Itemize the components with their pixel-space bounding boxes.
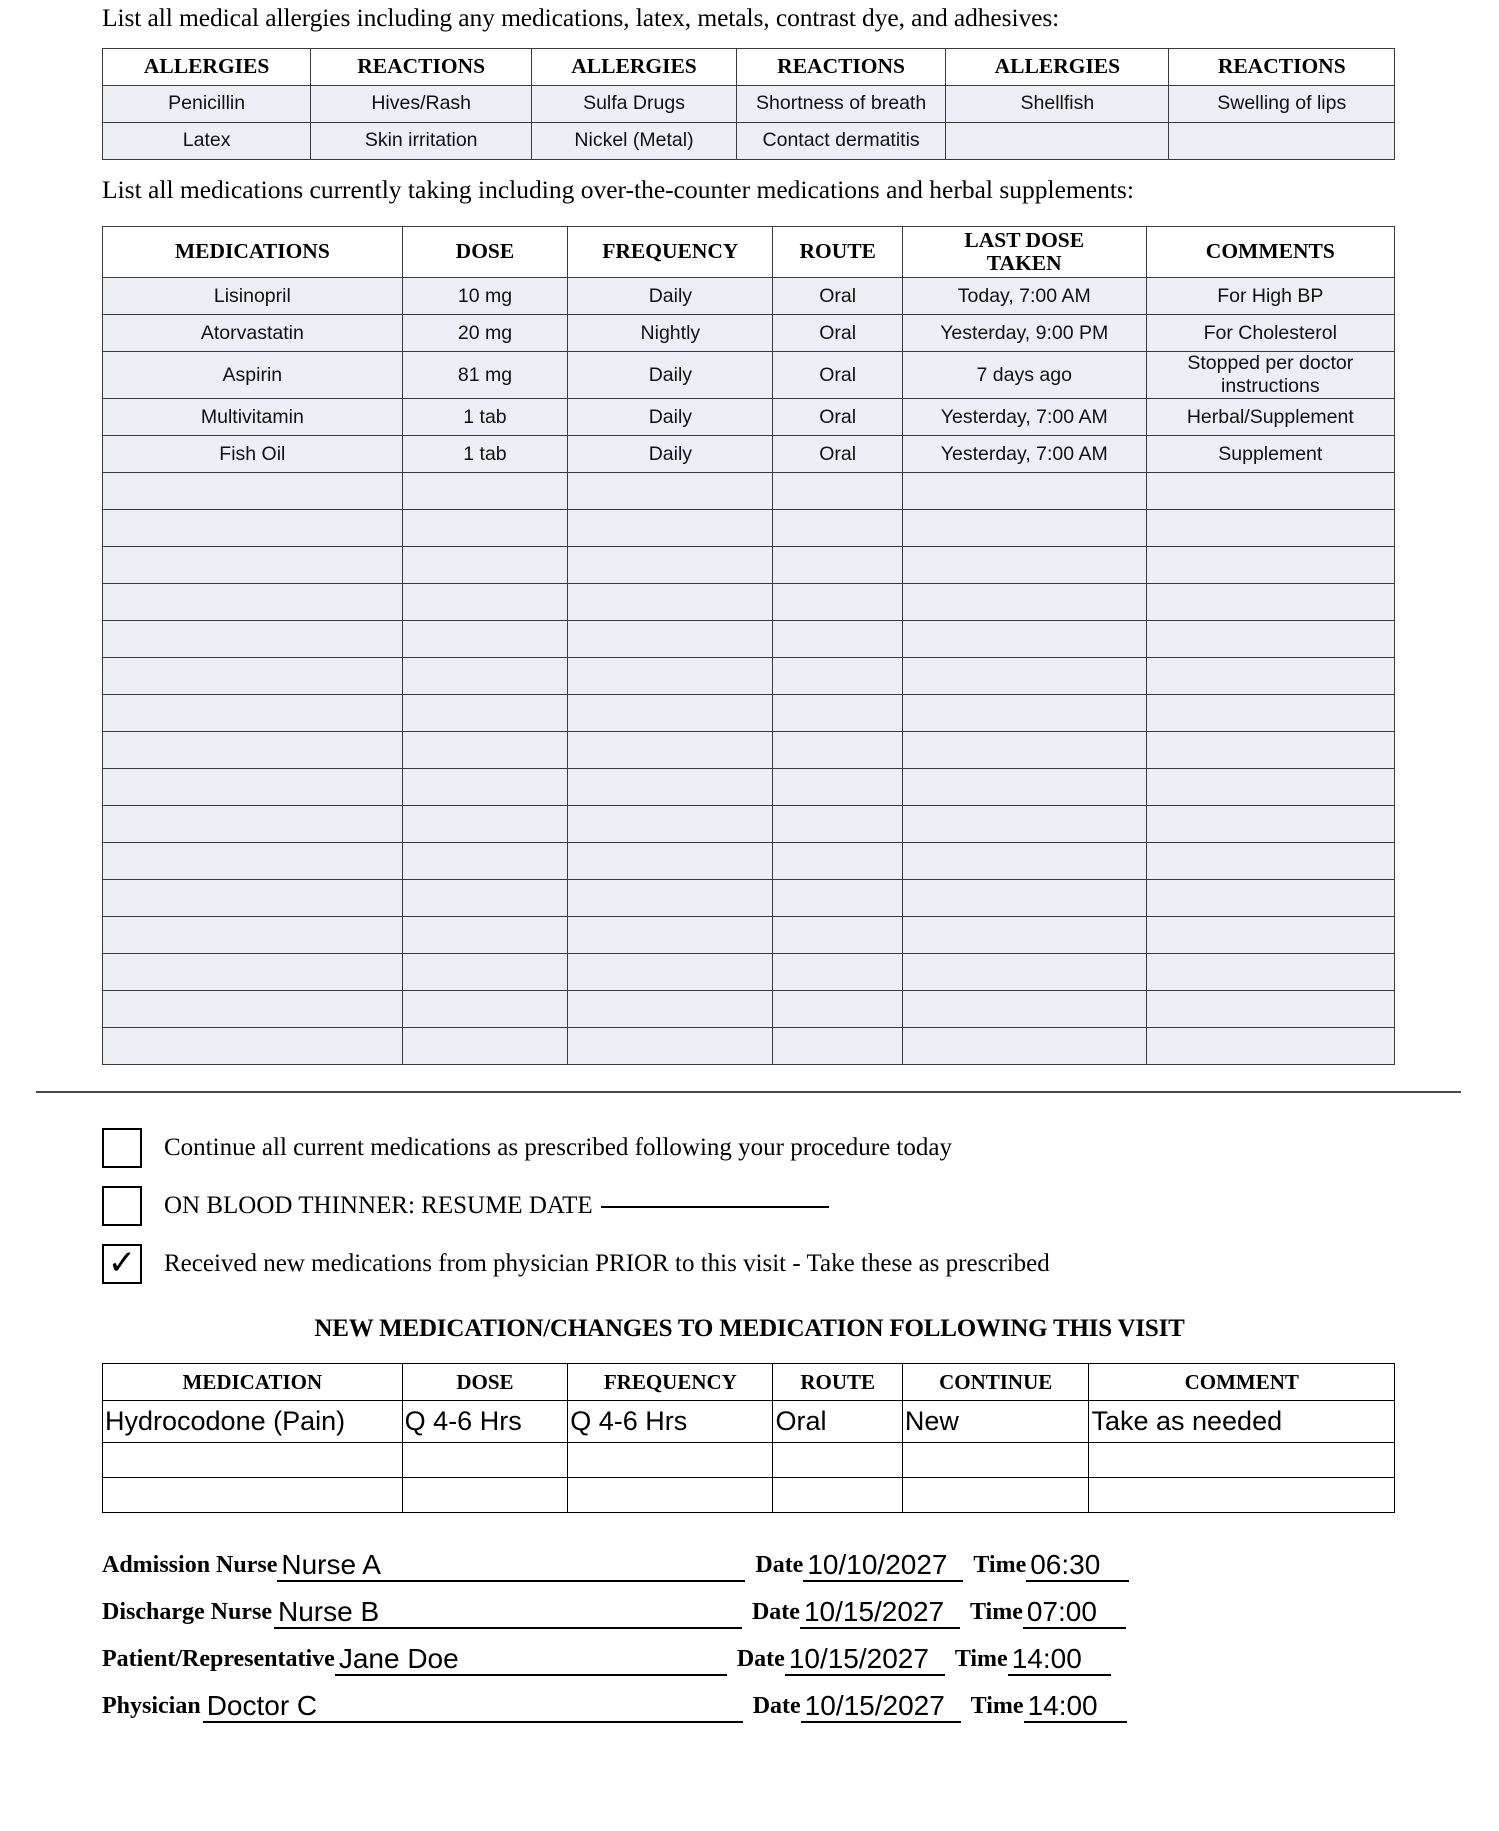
signature-role-label: Admission Nurse (102, 1552, 278, 1579)
blank-cell[interactable] (902, 880, 1146, 917)
dose-cell[interactable]: 1 tab (402, 436, 568, 473)
frequency-col-header: FREQUENCY (568, 227, 773, 278)
blank-cell[interactable] (902, 769, 1146, 806)
blank-cell[interactable] (902, 547, 1146, 584)
reaction-cell[interactable] (1169, 122, 1395, 159)
blank-cell[interactable] (1146, 1028, 1394, 1065)
blank-cell[interactable] (568, 1478, 773, 1513)
signature-name-field[interactable] (203, 1685, 743, 1723)
blank-cell[interactable] (773, 732, 902, 769)
time-field[interactable] (1024, 1685, 1127, 1723)
medication-cell[interactable]: Multivitamin (103, 399, 403, 436)
blank-cell[interactable] (773, 954, 902, 991)
blank-cell[interactable] (568, 991, 773, 1028)
blank-cell[interactable] (103, 769, 403, 806)
blank-cell[interactable] (402, 732, 568, 769)
time-label: Time (970, 1693, 1024, 1720)
table-row-blank (103, 1028, 1395, 1065)
blank-cell[interactable] (773, 806, 902, 843)
table-row (103, 352, 1395, 399)
route-cell[interactable]: Oral (773, 278, 902, 315)
allergy-cell[interactable]: Penicillin (103, 85, 311, 122)
table-row-blank (103, 658, 1395, 695)
signature-name-field[interactable] (274, 1591, 742, 1629)
blank-cell[interactable] (402, 695, 568, 732)
blank-cell[interactable] (103, 806, 403, 843)
time-field[interactable] (1026, 1544, 1129, 1582)
blank-cell[interactable] (1089, 1478, 1395, 1513)
comment-col-header: COMMENT (1089, 1364, 1395, 1401)
new-medication-header-row (103, 1364, 1395, 1401)
blank-cell[interactable] (902, 621, 1146, 658)
table-row-blank (103, 1443, 1395, 1478)
date-field[interactable] (785, 1638, 945, 1676)
blank-cell[interactable] (1146, 991, 1394, 1028)
route-col-header: ROUTE (773, 1364, 902, 1401)
last-dose-cell[interactable]: Yesterday, 9:00 PM (902, 315, 1146, 352)
blank-cell[interactable] (902, 1028, 1146, 1065)
blank-cell[interactable] (568, 473, 773, 510)
blank-cell[interactable] (568, 806, 773, 843)
new-medication-heading: NEW MEDICATION/CHANGES TO MEDICATION FOLLOWING THIS VISIT (314, 1315, 1185, 1343)
route-cell[interactable]: Oral (773, 436, 902, 473)
medication-cell[interactable]: Atorvastatin (103, 315, 403, 352)
table-row-blank (103, 954, 1395, 991)
frequency-cell[interactable]: Daily (568, 278, 773, 315)
comment-cell[interactable]: Herbal/Supplement (1146, 399, 1394, 436)
blank-cell[interactable] (902, 658, 1146, 695)
blank-cell[interactable] (402, 584, 568, 621)
new-medication-table (102, 1363, 1395, 1513)
date-value: 10/15/2027 (788, 1643, 929, 1675)
blank-cell[interactable] (402, 473, 568, 510)
allergy-cell[interactable]: Sulfa Drugs (532, 85, 737, 122)
checkbox-unchecked[interactable] (102, 1128, 142, 1168)
date-field[interactable] (800, 1591, 960, 1629)
table-row-blank (103, 843, 1395, 880)
table-row-blank (103, 806, 1395, 843)
table-row-blank (103, 1478, 1395, 1513)
blank-cell[interactable] (402, 1478, 568, 1513)
blank-cell[interactable] (103, 621, 403, 658)
frequency-cell[interactable]: Q 4-6 Hrs (568, 1401, 773, 1443)
blank-cell[interactable] (103, 991, 403, 1028)
blank-cell[interactable] (103, 880, 403, 917)
signature-row (102, 1676, 1397, 1723)
table-row-blank (103, 621, 1395, 658)
blank-cell[interactable] (568, 880, 773, 917)
time-label: Time (954, 1646, 1008, 1673)
blank-cell[interactable] (902, 473, 1146, 510)
time-label: Time (969, 1599, 1023, 1626)
checklist-item-label: Continue all current medications as prescribed following your procedure today (164, 1134, 952, 1162)
blank-cell[interactable] (402, 510, 568, 547)
blank-cell[interactable] (773, 843, 902, 880)
checklist-item-label: Received new medications from physician PRIOR to this visit - Take these as prescribed (164, 1250, 1050, 1278)
blank-cell[interactable] (402, 843, 568, 880)
last-dose-line1: LAST DOSE (964, 227, 1085, 252)
dose-cell[interactable]: 1 tab (402, 399, 568, 436)
instructions-checklist (102, 1127, 1397, 1285)
blank-cell[interactable] (773, 621, 902, 658)
blank-cell[interactable] (568, 1028, 773, 1065)
blank-cell[interactable] (773, 1443, 902, 1478)
checklist-item (102, 1185, 1397, 1227)
blank-cell[interactable] (568, 954, 773, 991)
blank-cell[interactable] (1146, 732, 1394, 769)
blank-cell[interactable] (402, 954, 568, 991)
blank-cell[interactable] (773, 473, 902, 510)
route-col-header: ROUTE (773, 227, 902, 278)
table-row-blank (103, 695, 1395, 732)
comment-cell[interactable]: For High BP (1146, 278, 1394, 315)
blank-cell[interactable] (103, 843, 403, 880)
route-cell[interactable]: Oral (773, 399, 902, 436)
comments-col-header: COMMENTS (1146, 227, 1394, 278)
blank-cell[interactable] (773, 991, 902, 1028)
route-cell[interactable]: Oral (773, 352, 902, 399)
medications-header-row (103, 227, 1395, 278)
blank-cell[interactable] (402, 1028, 568, 1065)
blank-cell[interactable] (402, 547, 568, 584)
table-row-blank (103, 732, 1395, 769)
blank-cell[interactable] (103, 954, 403, 991)
comment-cell[interactable]: For Cholesterol (1146, 315, 1394, 352)
blank-cell[interactable] (1089, 1443, 1395, 1478)
blank-cell[interactable] (773, 917, 902, 954)
allergies-prompt: List all medical allergies including any medications, latex, metals, contrast dye, and adhesives: (102, 3, 1060, 32)
blank-cell[interactable] (902, 806, 1146, 843)
blank-cell[interactable] (568, 843, 773, 880)
medications-prompt: List all medications currently taking including over-the-counter medications and herbal supplements: (102, 174, 1134, 204)
blank-cell[interactable] (773, 695, 902, 732)
blank-cell[interactable] (773, 658, 902, 695)
table-row-blank (103, 769, 1395, 806)
blank-cell[interactable] (1146, 843, 1394, 880)
blank-cell[interactable] (103, 695, 403, 732)
blank-cell[interactable] (902, 917, 1146, 954)
blank-cell[interactable] (568, 917, 773, 954)
blank-cell[interactable] (902, 843, 1146, 880)
blank-cell[interactable] (1146, 769, 1394, 806)
checkmark-icon: ✓ (107, 1243, 137, 1284)
time-field[interactable] (1008, 1638, 1111, 1676)
blank-cell[interactable] (1146, 510, 1394, 547)
blank-cell[interactable] (902, 510, 1146, 547)
comment-cell[interactable]: Supplement (1146, 436, 1394, 473)
comment-cell[interactable]: Take as needed (1089, 1401, 1395, 1443)
blank-cell[interactable] (103, 547, 403, 584)
frequency-cell[interactable]: Daily (568, 352, 773, 399)
signature-name-value: Jane Doe (338, 1643, 459, 1675)
signature-role-label: Patient/Representative (102, 1646, 335, 1673)
route-cell[interactable]: Oral (773, 1401, 902, 1443)
reactions-col-header: REACTIONS (736, 48, 945, 85)
blank-cell[interactable] (1146, 473, 1394, 510)
allergies-col-header: ALLERGIES (103, 48, 311, 85)
table-row (103, 1401, 1395, 1443)
blank-cell[interactable] (402, 991, 568, 1028)
date-label: Date (736, 1646, 785, 1673)
blank-cell[interactable] (103, 473, 403, 510)
route-cell[interactable]: Oral (773, 315, 902, 352)
blank-cell[interactable] (568, 1443, 773, 1478)
frequency-cell[interactable]: Nightly (568, 315, 773, 352)
blank-cell[interactable] (1146, 547, 1394, 584)
signature-name-field[interactable] (335, 1638, 727, 1676)
time-field[interactable] (1023, 1591, 1126, 1629)
blank-cell[interactable] (402, 658, 568, 695)
blank-cell[interactable] (1146, 658, 1394, 695)
signature-row (102, 1535, 1397, 1582)
blank-cell[interactable] (773, 769, 902, 806)
dose-cell[interactable]: Q 4-6 Hrs (402, 1401, 568, 1443)
date-label: Date (755, 1552, 804, 1579)
reaction-cell[interactable]: Hives/Rash (311, 85, 532, 122)
table-row-blank (103, 917, 1395, 954)
blank-cell[interactable] (773, 880, 902, 917)
last-dose-cell[interactable]: Yesterday, 7:00 AM (902, 399, 1146, 436)
blank-cell[interactable] (1146, 806, 1394, 843)
dose-cell[interactable]: 20 mg (402, 315, 568, 352)
frequency-cell[interactable]: Daily (568, 399, 773, 436)
dose-cell[interactable]: 10 mg (402, 278, 568, 315)
reactions-col-header: REACTIONS (1169, 48, 1395, 85)
blank-cell[interactable] (568, 584, 773, 621)
medication-cell[interactable]: Lisinopril (103, 278, 403, 315)
dose-col-header: DOSE (402, 227, 568, 278)
table-row (103, 315, 1395, 352)
medication-col-header: MEDICATION (103, 1364, 403, 1401)
checklist-item (102, 1127, 1397, 1169)
table-row-blank (103, 991, 1395, 1028)
allergy-cell[interactable]: Shellfish (946, 85, 1169, 122)
medications-col-header: MEDICATIONS (103, 227, 403, 278)
blank-cell[interactable] (103, 658, 403, 695)
table-row-blank (103, 880, 1395, 917)
signature-block (102, 1535, 1397, 1723)
blank-cell[interactable] (902, 991, 1146, 1028)
continue-cell[interactable]: New (902, 1401, 1089, 1443)
blank-cell[interactable] (902, 584, 1146, 621)
blank-cell[interactable] (773, 584, 902, 621)
reaction-cell[interactable]: Swelling of lips (1169, 85, 1395, 122)
blank-cell[interactable] (1146, 584, 1394, 621)
blank-cell[interactable] (568, 732, 773, 769)
blank-cell[interactable] (402, 1443, 568, 1478)
signature-name-field[interactable] (277, 1544, 745, 1582)
blank-cell[interactable] (568, 695, 773, 732)
table-row (103, 85, 1395, 122)
blank-cell[interactable] (902, 1478, 1089, 1513)
blank-cell[interactable] (1146, 880, 1394, 917)
blank-cell[interactable] (773, 1028, 902, 1065)
blank-cell[interactable] (568, 621, 773, 658)
blank-cell[interactable] (1146, 917, 1394, 954)
signature-row (102, 1629, 1397, 1676)
blank-cell[interactable] (402, 880, 568, 917)
signature-name-value: Doctor C (206, 1690, 318, 1722)
time-value: 07:00 (1026, 1596, 1097, 1628)
signature-role-label: Physician (102, 1693, 201, 1720)
blank-cell[interactable] (402, 621, 568, 658)
date-field[interactable] (801, 1685, 961, 1723)
table-row (103, 399, 1395, 436)
blank-cell[interactable] (1146, 954, 1394, 991)
date-value: 10/15/2027 (804, 1690, 945, 1722)
dose-cell[interactable]: 81 mg (402, 352, 568, 399)
blank-cell[interactable] (103, 510, 403, 547)
blank-cell[interactable] (902, 954, 1146, 991)
comment-cell[interactable]: Stopped per doctor instructions (1146, 352, 1394, 399)
date-value: 10/10/2027 (807, 1549, 948, 1581)
blank-cell[interactable] (773, 1478, 902, 1513)
time-label: Time (973, 1552, 1027, 1579)
last-dose-line2: TAKEN (986, 251, 1062, 276)
allergies-header-row (103, 48, 1395, 85)
allergies-col-header: ALLERGIES (532, 48, 737, 85)
table-row-blank (103, 473, 1395, 510)
signature-role-label: Discharge Nurse (102, 1599, 272, 1626)
table-row-blank (103, 547, 1395, 584)
checklist-item-label: ON BLOOD THINNER: RESUME DATE (164, 1192, 593, 1220)
blank-cell[interactable] (568, 510, 773, 547)
table-row (103, 278, 1395, 315)
checkbox-unchecked[interactable] (102, 1186, 142, 1226)
time-value: 14:00 (1011, 1643, 1082, 1675)
blank-cell[interactable] (902, 732, 1146, 769)
date-value: 10/15/2027 (803, 1596, 945, 1628)
reactions-col-header: REACTIONS (311, 48, 532, 85)
checklist-item (102, 1243, 1397, 1285)
dose-col-header: DOSE (402, 1364, 568, 1401)
allergy-cell[interactable]: Latex (103, 122, 311, 159)
allergy-cell[interactable] (946, 122, 1169, 159)
blank-cell[interactable] (902, 695, 1146, 732)
blank-cell[interactable] (402, 917, 568, 954)
medication-cell[interactable]: Aspirin (103, 352, 403, 399)
last-dose-cell[interactable]: Today, 7:00 AM (902, 278, 1146, 315)
resume-date-blank-line[interactable] (601, 1205, 829, 1208)
current-medications-table (102, 226, 1395, 1065)
blank-cell[interactable] (103, 1478, 403, 1513)
frequency-col-header: FREQUENCY (568, 1364, 773, 1401)
allergies-table (102, 48, 1395, 160)
reaction-cell[interactable]: Shortness of breath (736, 85, 945, 122)
blank-cell[interactable] (568, 547, 773, 584)
blank-cell[interactable] (103, 1443, 403, 1478)
blank-cell[interactable] (402, 769, 568, 806)
allergy-cell[interactable]: Nickel (Metal) (532, 122, 737, 159)
last-dose-cell[interactable]: 7 days ago (902, 352, 1146, 399)
time-value: 06:30 (1030, 1549, 1101, 1581)
medication-cell[interactable]: Hydrocodone (Pain) (103, 1401, 403, 1443)
signature-row (102, 1582, 1397, 1629)
blank-cell[interactable] (902, 1443, 1089, 1478)
frequency-cell[interactable]: Daily (568, 436, 773, 473)
signature-name-value: Nurse B (277, 1596, 380, 1628)
date-field[interactable] (803, 1544, 963, 1582)
table-row-blank (103, 584, 1395, 621)
reaction-cell[interactable]: Contact dermatitis (736, 122, 945, 159)
blank-cell[interactable] (568, 658, 773, 695)
blank-cell[interactable] (568, 769, 773, 806)
continue-col-header: CONTINUE (902, 1364, 1089, 1401)
last-dose-cell[interactable]: Yesterday, 7:00 AM (902, 436, 1146, 473)
time-value: 14:00 (1027, 1690, 1098, 1722)
medication-cell[interactable]: Fish Oil (103, 436, 403, 473)
signature-name-value: Nurse A (281, 1549, 381, 1581)
blank-cell[interactable] (773, 547, 902, 584)
table-row (103, 122, 1395, 159)
blank-cell[interactable] (773, 510, 902, 547)
table-row-blank (103, 510, 1395, 547)
last-dose-taken-col-header (902, 227, 1146, 278)
blank-cell[interactable] (1146, 621, 1394, 658)
table-row (103, 436, 1395, 473)
blank-cell[interactable] (402, 806, 568, 843)
blank-cell[interactable] (103, 732, 403, 769)
blank-cell[interactable] (1146, 695, 1394, 732)
date-label: Date (751, 1599, 800, 1626)
reaction-cell[interactable]: Skin irritation (311, 122, 532, 159)
blank-cell[interactable] (103, 917, 403, 954)
section-divider (36, 1091, 1461, 1093)
allergies-col-header: ALLERGIES (946, 48, 1169, 85)
checkbox-checked[interactable] (102, 1244, 142, 1284)
blank-cell[interactable] (103, 1028, 403, 1065)
blank-cell[interactable] (103, 584, 403, 621)
date-label: Date (752, 1693, 801, 1720)
